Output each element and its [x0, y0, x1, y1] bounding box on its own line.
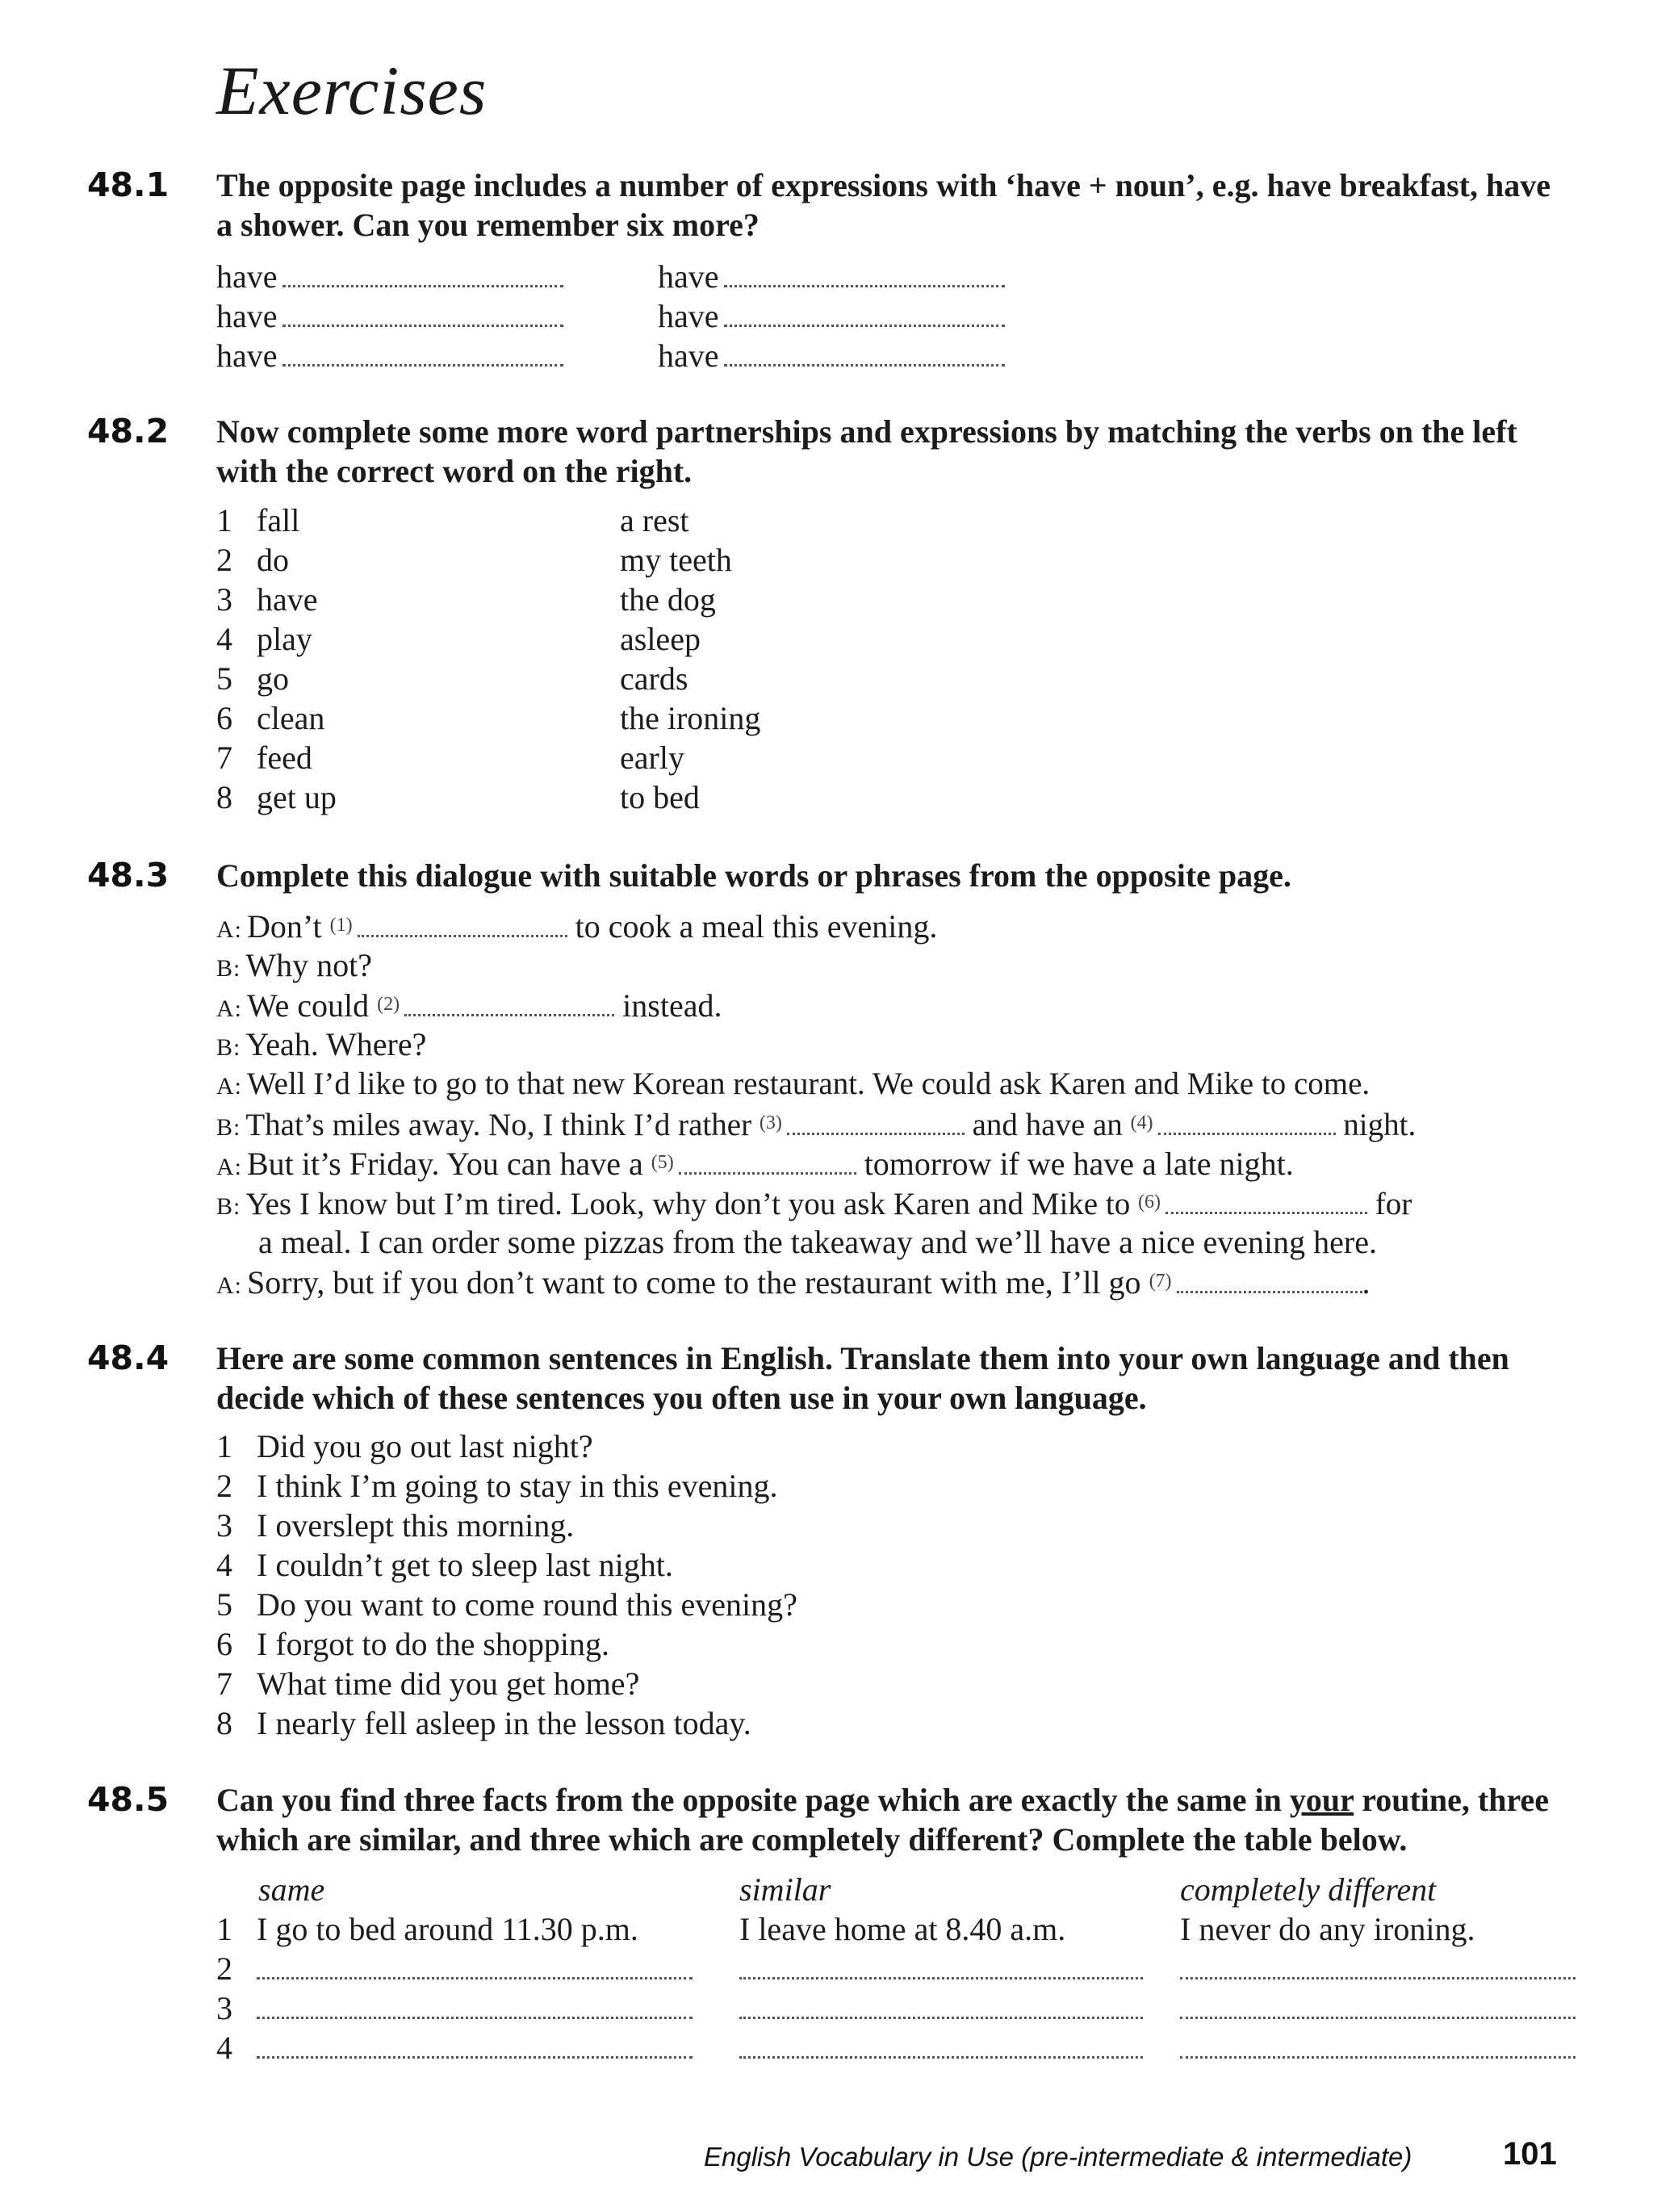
exercise-number-5: 48.5	[87, 1780, 169, 1819]
table-header-same: same	[258, 1871, 325, 1908]
dialogue-line-3: A: We could $^{(2)}$ instead.	[216, 987, 722, 1024]
table-header-similar: similar	[739, 1871, 831, 1908]
exercise-4-instruction: Here are some common sentences in English. Translate them into your own language and then decide which of these sentences you often use in your own language.	[216, 1340, 1509, 1416]
match-right-1: a rest	[620, 502, 689, 538]
table-row-2: 2	[216, 1949, 693, 1988]
table-blank-3-similar[interactable]	[739, 1988, 1143, 2028]
table-row-1: 1 I go to bed around 11.30 p.m.	[216, 1911, 638, 1947]
match-right-6: the ironing	[620, 700, 761, 736]
dialogue-line-10: A: Sorry, but if you don’t want to come to the restaurant with me, I’ll go $^{(7)}$ .	[216, 1264, 1371, 1301]
match-left-6: 6 clean	[216, 700, 325, 736]
match-left-1: 1 fall	[216, 502, 300, 538]
page-number: 101	[1503, 2136, 1557, 2172]
match-right-5: cards	[620, 660, 688, 697]
dialogue-line-2: B: Why not?	[216, 947, 372, 983]
have-blank-6[interactable]: have	[658, 336, 1005, 375]
match-left-8: 8 get up	[216, 779, 337, 815]
table-row-1-different: I never do any ironing.	[1180, 1911, 1475, 1947]
gap-1[interactable]	[358, 928, 567, 937]
dialogue-line-9: a meal. I can order some pizzas from the takeaway and we’ll have a nice evening here.	[258, 1224, 1377, 1260]
gap-5[interactable]	[679, 1166, 856, 1175]
exercise-number-4: 48.4	[87, 1339, 169, 1377]
table-row-1-similar: I leave home at 8.40 a.m.	[739, 1911, 1066, 1947]
table-header-completely-different: completely different	[1180, 1871, 1437, 1908]
exercise-number-2: 48.2	[87, 412, 169, 450]
exercise-number-3: 48.3	[87, 856, 169, 894]
sentence-8: 8 I nearly fell asleep in the lesson today.	[216, 1705, 751, 1741]
have-blank-3[interactable]: have	[216, 296, 563, 336]
table-row-4: 4	[216, 2028, 693, 2067]
sentence-4: 4 I couldn’t get to sleep last night.	[216, 1547, 673, 1583]
match-right-8: to bed	[620, 779, 700, 815]
exercise-5-instruction: Can you find three facts from the opposite page which are exactly the same in your routine, three which are similar, and three which are completely different? Complete the table below.	[216, 1782, 1550, 1858]
exercise-number-1: 48.1	[87, 165, 169, 204]
sentence-3: 3 I overslept this morning.	[216, 1507, 575, 1544]
gap-4[interactable]	[1158, 1126, 1336, 1135]
table-blank-2-different[interactable]	[1180, 1949, 1576, 1988]
sentence-7: 7 What time did you get home?	[216, 1665, 640, 1702]
match-right-7: early	[620, 739, 684, 776]
dialogue-line-4: B: Yeah. Where?	[216, 1026, 427, 1062]
table-blank-4-similar[interactable]	[739, 2028, 1143, 2067]
table-blank-4-same[interactable]	[257, 2050, 693, 2059]
exercise-2-instruction: Now complete some more word partnerships and expressions by matching the verbs on the left with the correct word on the right.	[216, 413, 1517, 489]
dialogue-line-6: B: That’s miles away. No, I think I’d rather $^{(3)}$ and have an $^{(4)}$ night.	[216, 1108, 1417, 1142]
page-title: Exercises	[216, 52, 488, 129]
table-row-3: 3	[216, 1988, 693, 2028]
book-title: English Vocabulary in Use (pre-intermediate & intermediate)	[704, 2142, 1412, 2172]
table-blank-4-different[interactable]	[1180, 2028, 1576, 2067]
sentence-6: 6 I forgot to do the shopping.	[216, 1626, 610, 1662]
sentence-2: 2 I think I’m going to stay in this evening.	[216, 1468, 778, 1504]
have-blank-2[interactable]: have	[658, 257, 1005, 296]
dialogue-line-1: A: Don’t $^{(1)}$ to cook a meal this evening.	[216, 908, 938, 945]
match-right-2: my teeth	[620, 542, 732, 578]
dialogue-line-8: B: Yes I know but I’m tired. Look, why don’t you ask Karen and Mike to $^{(6)}$ for	[216, 1187, 1412, 1221]
gap-2[interactable]	[404, 1008, 614, 1016]
match-right-4: asleep	[620, 621, 701, 657]
gap-7[interactable]	[1177, 1284, 1362, 1293]
match-right-3: the dog	[620, 581, 716, 618]
table-blank-3-same[interactable]	[257, 2010, 693, 2019]
dialogue-line-7: A: But it’s Friday. You can have a $^{(5)}$ tomorrow if we have a late night.	[216, 1146, 1294, 1182]
have-blank-1[interactable]: have	[216, 257, 563, 296]
table-blank-2-similar[interactable]	[739, 1949, 1143, 1988]
exercise-1-instruction: The opposite page includes a number of expressions with ‘have + noun’, e.g. have breakfast, have a shower. Can you remember six more?	[216, 167, 1550, 243]
table-blank-3-different[interactable]	[1180, 1988, 1576, 2028]
match-left-5: 5 go	[216, 660, 289, 697]
match-left-2: 2 do	[216, 542, 289, 578]
match-left-4: 4 play	[216, 621, 312, 657]
table-blank-2-same[interactable]	[257, 1971, 693, 1979]
exercise-3-instruction: Complete this dialogue with suitable words or phrases from the opposite page.	[216, 857, 1291, 894]
sentence-1: 1 Did you go out last night?	[216, 1428, 593, 1464]
gap-3[interactable]	[787, 1126, 965, 1135]
have-blank-4[interactable]: have	[658, 296, 1005, 336]
match-left-3: 3 have	[216, 581, 318, 618]
gap-6[interactable]	[1165, 1205, 1367, 1214]
sentence-5: 5 Do you want to come round this evening?	[216, 1586, 797, 1623]
have-blank-5[interactable]: have	[216, 336, 563, 375]
dialogue-line-5: A: Well I’d like to go to that new Korean restaurant. We could ask Karen and Mike to come.	[216, 1066, 1371, 1101]
match-left-7: 7 feed	[216, 739, 312, 776]
